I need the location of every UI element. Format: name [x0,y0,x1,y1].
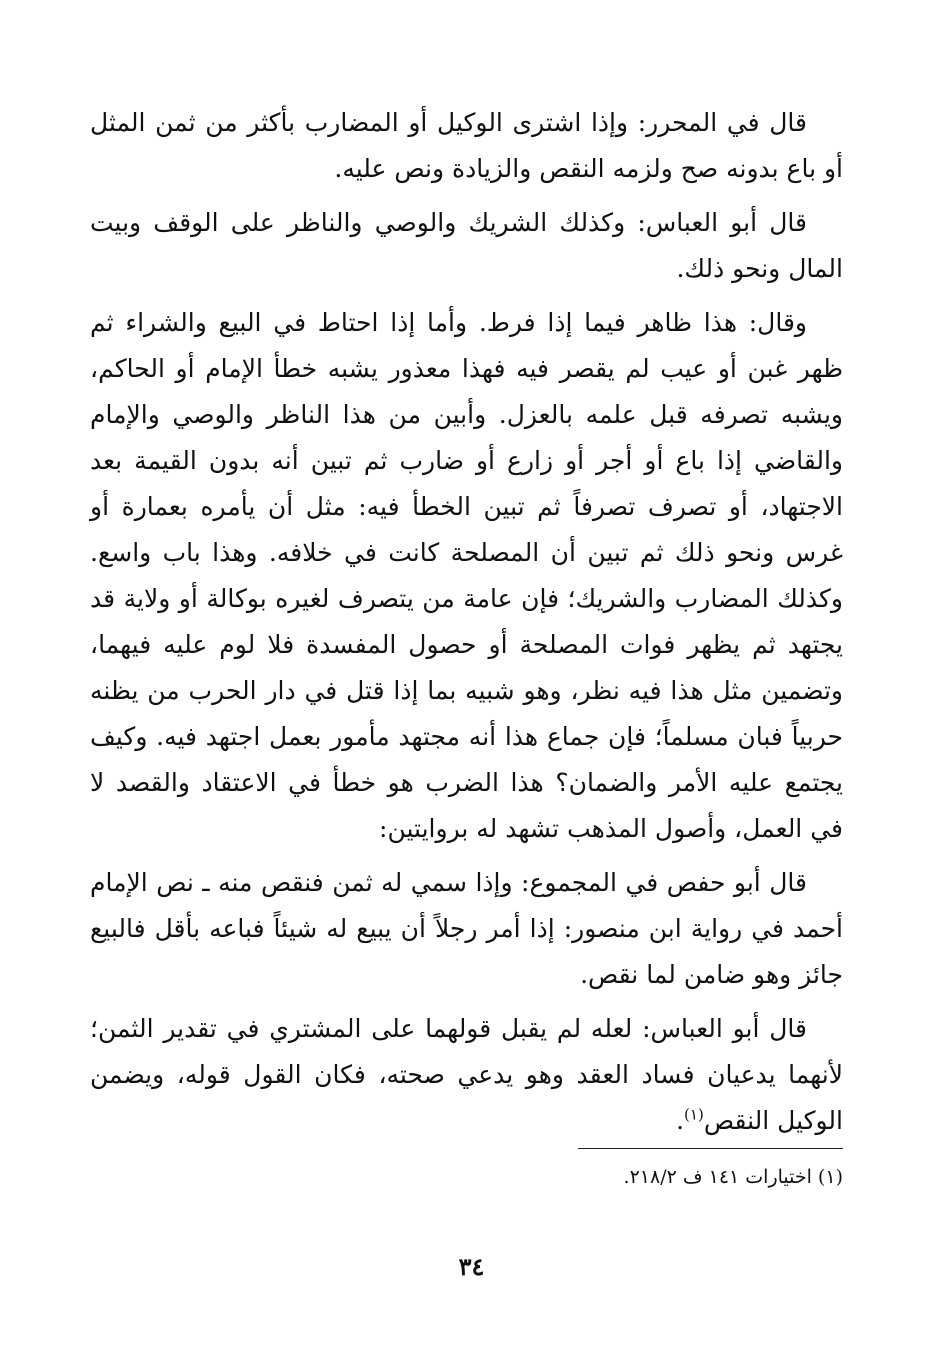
footnote: (١) اختيارات ١٤١ ف ٢١٨/٢. [623,1166,843,1188]
paragraph: قال في المحرر: وإذا اشترى الوكيل أو المضارب بأكثر من ثمن المثل أو باع بدونه صح ولزمه النقص والزيادة ونص عليه. [90,108,843,183]
footnote-divider [578,1148,843,1149]
page-number: ٣٤ [458,1252,485,1281]
paragraph-last [90,1006,843,1144]
paragraph: قال أبو حفص في المجموع: وإذا سمي له ثمن فنقص منه ـ نص الإمام أحمد في رواية ابن منصور: إذا أمر رجلاً أن يبيع له شيئاً فباعه بأقل فالبيع جائز وهو ضامن لما نقص. [90,868,843,989]
paragraph: وقال: هذا ظاهر فيما إذا فرط. وأما إذا احتاط في البيع والشراء ثم ظهر غبن أو عيب لم يقصر فيه فهذا معذور يشبه خطأ الإمام أو الحاكم، ويشبه تصرفه قبل علمه بالعزل. وأبين من هذا الناظر والوصي والإمام والقاضي إذا باع أو أجر أو زارع أو ضارب ثم تبين أنه بدون القيمة بعد الاجتهاد، أو تصرف تصرفاً ثم تبين الخطأ فيه: مثل أن يأمره بعمارة أو غرس ونحو ذلك ثم تبين أن المصلحة كانت في خلافه. وهذا باب واسع. وكذلك المضارب والشريك؛ فإن عامة من يتصرف لغيره بوكالة أو ولاية قد يجتهد ثم يظهر فوات المصلحة أو حصول المفسدة فلا لوم عليه فيهما، وتضمين مثل هذا فيه نظر، وهو شبيه بما إذا قتل في دار الحرب من يظنه حربياً فبان مسلماً؛ فإن جماع هذا أنه مجتهد مأمور بعمل اجتهد فيه. وكيف يجتمع عليه الأمر والضمان؟ هذا الضرب هو خطأ في الاعتقاد والقصد لا في العمل، وأصول المذهب تشهد له بروايتين: [90,308,843,843]
paragraph: قال أبو العباس: وكذلك الشريك والوصي والناظر على الوقف وبيت المال ونحو ذلك. [90,208,843,283]
paragraph-last-text: قال أبو العباس: لعله لم يقبل قولهما على المشتري في تقدير الثمن؛ لأنهما يدعيان فساد العقد وهو يدعي صحته، فكان القول قوله، ويضمن الوكيل النقص [90,1014,843,1135]
main-text [90,100,843,1144]
footnote-marker: (١) [684,1105,704,1124]
paragraph-last-end: . [676,1106,685,1135]
